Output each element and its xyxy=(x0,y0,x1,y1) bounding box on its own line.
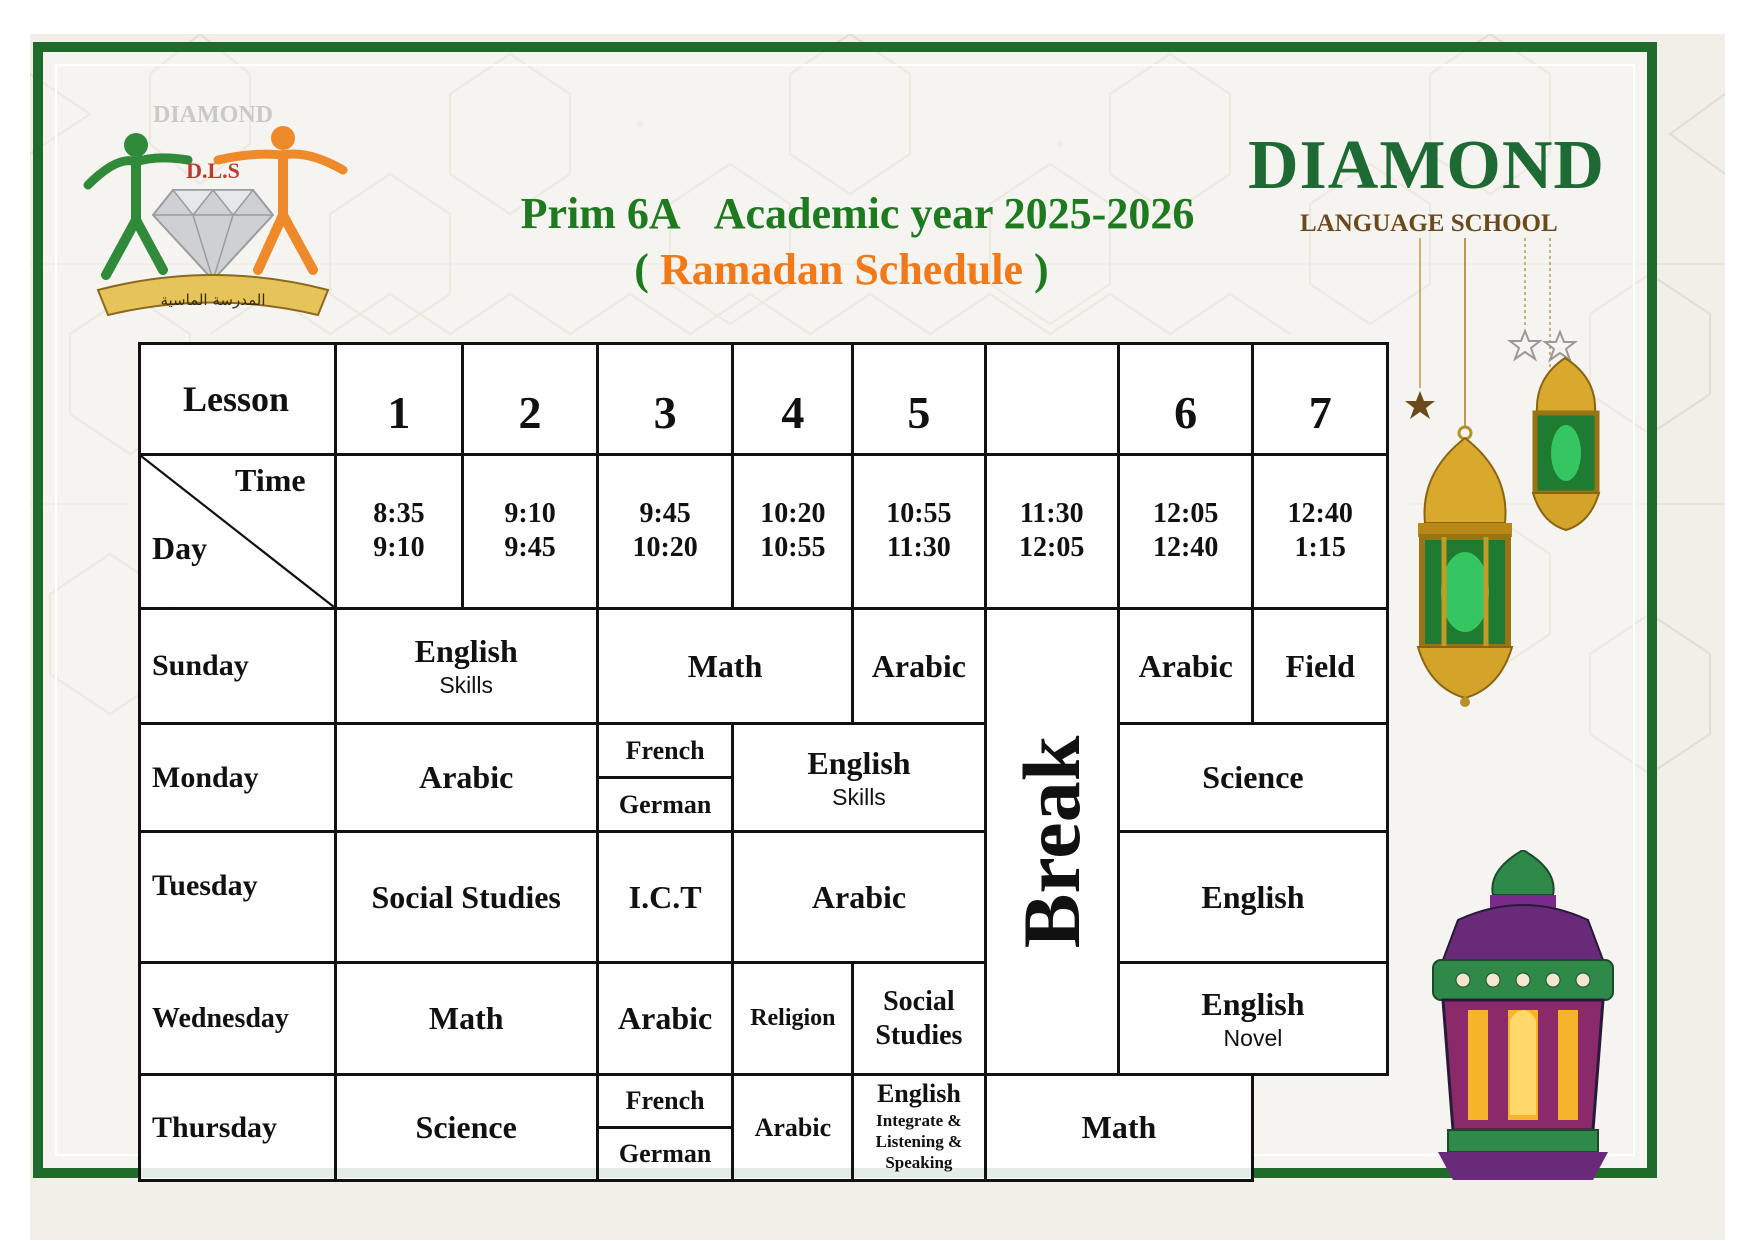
lesson-header: Lesson xyxy=(140,344,336,455)
sunday-lesson-7: Field xyxy=(1253,608,1388,724)
school-name: DIAMOND xyxy=(1248,127,1605,204)
tuesday-lessons-6-7: English xyxy=(1118,832,1387,963)
lesson-number-3: 3 xyxy=(597,344,733,455)
page-title xyxy=(0,188,1735,239)
time-row xyxy=(140,455,1388,609)
thursday-lesson-5: English Integrate & Listening & Speaking xyxy=(853,1075,985,1181)
paren-open: ( xyxy=(634,245,660,294)
monday-lesson-3-french: French xyxy=(597,724,733,778)
tuesday-lessons-4-5: Arabic xyxy=(733,832,985,963)
paren-close: ) xyxy=(1023,245,1049,294)
thursday-lesson-3-french: French xyxy=(597,1075,733,1128)
tuesday-lessons-1-2: Social Studies xyxy=(335,832,597,963)
wednesday-lesson-4: Religion xyxy=(733,963,853,1075)
monday-lesson-3-german: German xyxy=(597,778,733,832)
sunday-lessons-3-4: Math xyxy=(597,608,852,724)
schedule-table xyxy=(138,342,1389,1182)
hanging-lantern-small-icon xyxy=(1505,238,1605,568)
wednesday-lessons-1-2: Math xyxy=(335,963,597,1075)
time-slot-4: 10:20 10:55 xyxy=(733,455,853,609)
logo-initials: D.L.S xyxy=(186,158,240,183)
break-label: Break xyxy=(1005,735,1097,948)
day-name-tuesday: Tuesday xyxy=(140,832,336,963)
thursday-lessons-1-2: Science xyxy=(335,1075,597,1181)
tuesday-lesson-3: I.C.T xyxy=(597,832,733,963)
sunday-lesson-5: Arabic xyxy=(853,608,985,724)
time-slot-3: 9:45 10:20 xyxy=(597,455,733,609)
wednesday-lessons-6-7: English Novel xyxy=(1118,963,1387,1075)
lesson-number-2: 2 xyxy=(463,344,598,455)
day-name-thursday: Thursday xyxy=(140,1075,336,1181)
academic-year: Academic year 2025-2026 xyxy=(713,189,1195,238)
ramadan-lantern-icon xyxy=(1418,850,1628,1190)
day-row-thursday xyxy=(140,1075,1388,1128)
header-row xyxy=(140,344,1388,455)
time-day-corner xyxy=(140,455,336,609)
lesson-number-1: 1 xyxy=(335,344,463,455)
logo-banner-text: المدرسة الماسية xyxy=(160,291,266,309)
day-row-tuesday xyxy=(140,832,1388,963)
break-column xyxy=(985,608,1118,1075)
sunday-lessons-1-2: English Skills xyxy=(335,608,597,724)
wednesday-lesson-3: Arabic xyxy=(597,963,733,1075)
time-slot-7: 12:40 1:15 xyxy=(1253,455,1388,609)
day-row-sunday xyxy=(140,608,1388,724)
thursday-lesson-4: Arabic xyxy=(733,1075,853,1181)
day-name-sunday: Sunday xyxy=(140,608,336,724)
day-name-monday: Monday xyxy=(140,724,336,832)
day-row-monday xyxy=(140,724,1388,778)
class-name: Prim 6A xyxy=(520,189,681,238)
day-label: Day xyxy=(152,529,208,566)
time-slot-5: 10:55 11:30 xyxy=(853,455,985,609)
lesson-number-7: 7 xyxy=(1253,344,1388,455)
wednesday-lesson-5: Social Studies xyxy=(853,963,985,1075)
lesson-number-5: 5 xyxy=(853,344,985,455)
monday-lessons-4-5: English Skills xyxy=(733,724,985,832)
thursday-lesson-3-german: German xyxy=(597,1128,733,1181)
time-slot-1: 8:35 9:10 xyxy=(335,455,463,609)
sunday-lesson-6: Arabic xyxy=(1118,608,1253,724)
logo-arc-text: DIAMOND xyxy=(153,102,273,128)
lesson-number-break xyxy=(985,344,1118,455)
lesson-number-4: 4 xyxy=(733,344,853,455)
day-name-wednesday: Wednesday xyxy=(140,963,336,1075)
monday-lessons-6-7: Science xyxy=(1118,724,1387,832)
time-slot-2: 9:10 9:45 xyxy=(463,455,598,609)
time-slot-6: 12:05 12:40 xyxy=(1118,455,1253,609)
time-label: Time xyxy=(235,462,306,499)
thursday-lessons-6-7: Math xyxy=(985,1075,1253,1181)
school-subtitle: LANGUAGE SCHOOL xyxy=(1300,210,1558,237)
schedule-type: Ramadan Schedule xyxy=(659,245,1024,294)
lesson-number-6: 6 xyxy=(1118,344,1253,455)
monday-lessons-1-2: Arabic xyxy=(335,724,597,832)
time-slot-break: 11:30 12:05 xyxy=(985,455,1118,609)
day-row-wednesday xyxy=(140,963,1388,1075)
